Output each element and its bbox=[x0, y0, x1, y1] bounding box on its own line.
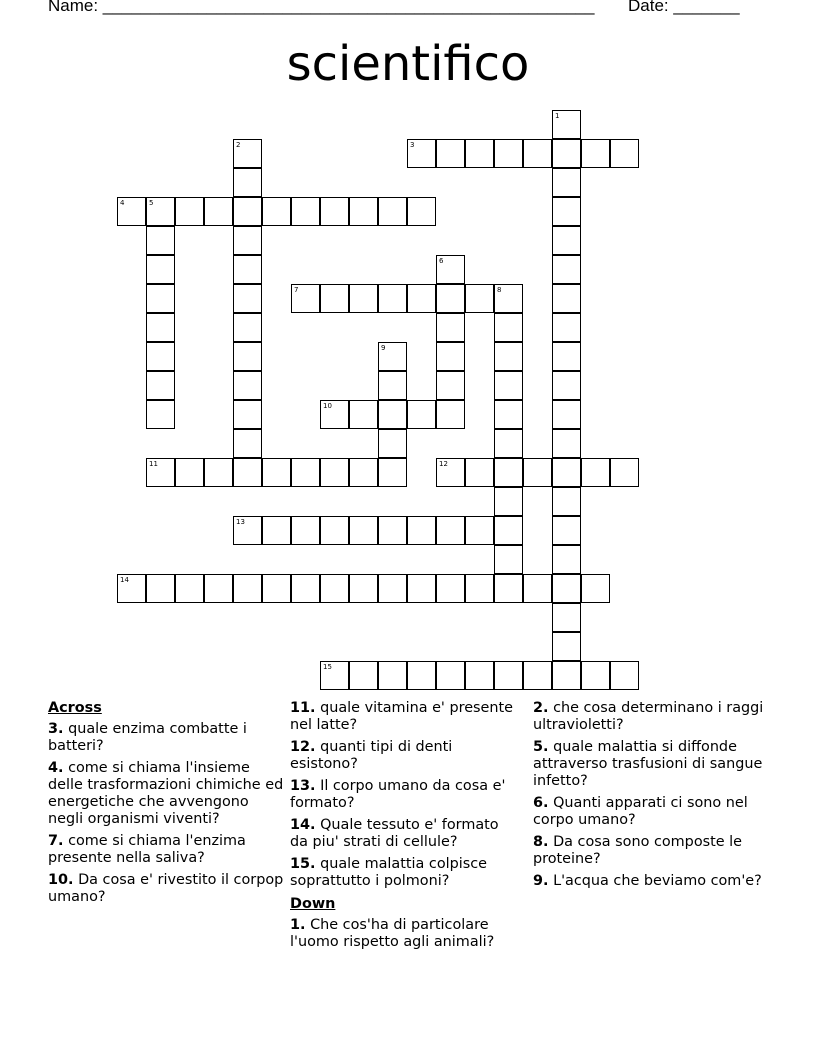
grid-cell[interactable] bbox=[146, 313, 175, 342]
grid-cell[interactable] bbox=[552, 545, 581, 574]
grid-cell[interactable] bbox=[378, 661, 407, 690]
grid-cell[interactable] bbox=[262, 458, 291, 487]
grid-cell[interactable] bbox=[494, 313, 523, 342]
grid-cell[interactable] bbox=[146, 400, 175, 429]
grid-cell[interactable] bbox=[436, 458, 465, 487]
grid-cell[interactable] bbox=[436, 574, 465, 603]
grid-cell[interactable] bbox=[262, 516, 291, 545]
grid-cell[interactable] bbox=[146, 342, 175, 371]
clue-across-4: 4. come si chiama l'insieme delle trasformazioni chimiche ed energetiche che avvengono negli organismi viventi? bbox=[48, 760, 284, 827]
grid-cell[interactable] bbox=[407, 661, 436, 690]
grid-cell[interactable] bbox=[117, 574, 146, 603]
clue-across-13: 13. Il corpo umano da cosa e' formato? bbox=[290, 778, 506, 811]
grid-cell[interactable] bbox=[465, 458, 494, 487]
grid-cell[interactable] bbox=[552, 168, 581, 197]
grid-cell[interactable] bbox=[349, 516, 378, 545]
grid-cell[interactable] bbox=[552, 255, 581, 284]
grid-cell[interactable] bbox=[407, 197, 436, 226]
grid-cell[interactable] bbox=[117, 197, 146, 226]
grid-cell[interactable] bbox=[436, 516, 465, 545]
grid-cell[interactable] bbox=[378, 400, 407, 429]
grid-cell[interactable] bbox=[552, 487, 581, 516]
grid-cell[interactable] bbox=[465, 284, 494, 313]
grid-cell[interactable] bbox=[552, 313, 581, 342]
grid-cell[interactable] bbox=[552, 371, 581, 400]
grid-cell[interactable] bbox=[146, 458, 175, 487]
grid-cell[interactable] bbox=[291, 197, 320, 226]
grid-cell[interactable] bbox=[378, 574, 407, 603]
grid-cell[interactable] bbox=[146, 197, 175, 226]
grid-cell[interactable] bbox=[494, 458, 523, 487]
grid-cell[interactable] bbox=[349, 284, 378, 313]
grid-cell[interactable] bbox=[494, 516, 523, 545]
grid-cell[interactable] bbox=[436, 661, 465, 690]
grid-cell[interactable] bbox=[233, 284, 262, 313]
across-heading: Across bbox=[48, 700, 102, 716]
grid-cell[interactable] bbox=[204, 458, 233, 487]
grid-cell[interactable] bbox=[436, 400, 465, 429]
grid-cell[interactable] bbox=[494, 545, 523, 574]
grid-cell[interactable] bbox=[465, 516, 494, 545]
grid-cell[interactable] bbox=[378, 197, 407, 226]
clue-number: 10 bbox=[323, 402, 332, 410]
grid-cell[interactable] bbox=[204, 574, 233, 603]
grid-cell[interactable] bbox=[378, 516, 407, 545]
grid-cell[interactable] bbox=[581, 661, 610, 690]
clue-across-14: 14. Quale tessuto e' formato da piu' strati di cellule? bbox=[290, 817, 499, 850]
grid-cell[interactable] bbox=[552, 226, 581, 255]
clue-number: 11 bbox=[149, 460, 158, 468]
grid-cell[interactable] bbox=[610, 458, 639, 487]
grid-cell[interactable] bbox=[262, 574, 291, 603]
clue-number: 5 bbox=[149, 199, 154, 207]
clue-number: 6 bbox=[439, 257, 444, 265]
grid-cell[interactable] bbox=[233, 429, 262, 458]
grid-cell[interactable] bbox=[320, 661, 349, 690]
grid-cell[interactable] bbox=[146, 255, 175, 284]
grid-cell[interactable] bbox=[233, 313, 262, 342]
clue-number: 4 bbox=[120, 199, 125, 207]
grid-cell[interactable] bbox=[436, 342, 465, 371]
grid-cell[interactable] bbox=[320, 197, 349, 226]
clue-number: 1 bbox=[555, 112, 560, 120]
grid-cell[interactable] bbox=[378, 371, 407, 400]
grid-cell[interactable] bbox=[523, 139, 552, 168]
grid-cell[interactable] bbox=[552, 603, 581, 632]
grid-cell[interactable] bbox=[407, 400, 436, 429]
grid-cell[interactable] bbox=[523, 458, 552, 487]
grid-cell[interactable] bbox=[494, 371, 523, 400]
grid-cell[interactable] bbox=[407, 574, 436, 603]
grid-cell[interactable] bbox=[146, 574, 175, 603]
clue-across-12: 12. quanti tipi di denti esistono? bbox=[290, 739, 453, 772]
clue-down-6: 6. Quanti apparati ci sono nel corpo umano? bbox=[533, 795, 748, 828]
grid-cell[interactable] bbox=[262, 197, 291, 226]
grid-cell[interactable] bbox=[378, 342, 407, 371]
clues-column-3 bbox=[533, 700, 773, 895]
clue-number: 12 bbox=[439, 460, 448, 468]
grid-cell[interactable] bbox=[610, 139, 639, 168]
clue-across-7: 7. come si chiama l'enzima presente nella saliva? bbox=[48, 833, 246, 866]
clue-down-1: 1. Che cos'ha di particolare l'uomo rispetto agli animali? bbox=[290, 917, 495, 950]
clues-column-1 bbox=[48, 700, 284, 911]
grid-cell[interactable] bbox=[407, 516, 436, 545]
date-field-label[interactable]: Date: _______ bbox=[628, 0, 740, 15]
grid-cell[interactable] bbox=[494, 487, 523, 516]
grid-cell[interactable] bbox=[552, 110, 581, 139]
name-field-label[interactable]: Name: ____________________________________________________ bbox=[48, 0, 595, 15]
grid-cell[interactable] bbox=[146, 371, 175, 400]
grid-cell[interactable] bbox=[291, 458, 320, 487]
grid-cell[interactable] bbox=[581, 458, 610, 487]
grid-cell[interactable] bbox=[494, 284, 523, 313]
grid-cell[interactable] bbox=[581, 139, 610, 168]
clue-number: 13 bbox=[236, 518, 245, 526]
grid-cell[interactable] bbox=[523, 661, 552, 690]
grid-cell[interactable] bbox=[291, 516, 320, 545]
grid-cell[interactable] bbox=[494, 429, 523, 458]
grid-cell[interactable] bbox=[494, 400, 523, 429]
grid-cell[interactable] bbox=[233, 371, 262, 400]
grid-cell[interactable] bbox=[233, 139, 262, 168]
grid-cell[interactable] bbox=[233, 226, 262, 255]
clue-number: 14 bbox=[120, 576, 129, 584]
grid-cell[interactable] bbox=[320, 284, 349, 313]
grid-cell[interactable] bbox=[436, 139, 465, 168]
clue-number: 2 bbox=[236, 141, 241, 149]
clue-down-9: 9. L'acqua che beviamo com'e? bbox=[533, 873, 762, 889]
grid-cell[interactable] bbox=[320, 516, 349, 545]
grid-cell[interactable] bbox=[465, 574, 494, 603]
grid-cell[interactable] bbox=[233, 458, 262, 487]
grid-cell[interactable] bbox=[378, 284, 407, 313]
grid-cell[interactable] bbox=[610, 661, 639, 690]
clue-across-3: 3. quale enzima combatte i batteri? bbox=[48, 721, 247, 754]
clue-across-15: 15. quale malattia colpisce soprattutto i polmoni? bbox=[290, 856, 488, 889]
grid-cell[interactable] bbox=[175, 197, 204, 226]
clue-number: 9 bbox=[381, 344, 386, 352]
grid-cell[interactable] bbox=[465, 139, 494, 168]
grid-cell[interactable] bbox=[320, 400, 349, 429]
grid-cell[interactable] bbox=[320, 574, 349, 603]
grid-cell[interactable] bbox=[349, 197, 378, 226]
grid-cell[interactable] bbox=[378, 429, 407, 458]
grid-cell[interactable] bbox=[494, 661, 523, 690]
grid-cell[interactable] bbox=[552, 574, 581, 603]
grid-cell[interactable] bbox=[552, 284, 581, 313]
grid-cell[interactable] bbox=[465, 661, 494, 690]
grid-cell[interactable] bbox=[233, 168, 262, 197]
grid-cell[interactable] bbox=[552, 429, 581, 458]
grid-cell[interactable] bbox=[436, 313, 465, 342]
grid-cell[interactable] bbox=[552, 661, 581, 690]
grid-cell[interactable] bbox=[233, 516, 262, 545]
clue-down-5: 5. quale malattia si diffonde attraverso trasfusioni di sangue infetto? bbox=[533, 739, 763, 789]
grid-cell[interactable] bbox=[349, 458, 378, 487]
clue-across-10: 10. Da cosa e' rivestito il corpop umano? bbox=[48, 872, 284, 905]
clues-column-2 bbox=[290, 700, 520, 956]
grid-cell[interactable] bbox=[233, 400, 262, 429]
down-heading: Down bbox=[290, 896, 336, 912]
grid-cell[interactable] bbox=[552, 342, 581, 371]
clue-number: 8 bbox=[497, 286, 502, 294]
grid-cell[interactable] bbox=[436, 284, 465, 313]
grid-cell[interactable] bbox=[349, 574, 378, 603]
clue-across-11: 11. quale vitamina e' presente nel latte? bbox=[290, 700, 514, 733]
grid-cell[interactable] bbox=[552, 458, 581, 487]
grid-cell[interactable] bbox=[407, 284, 436, 313]
grid-cell[interactable] bbox=[378, 458, 407, 487]
grid-cell[interactable] bbox=[233, 255, 262, 284]
clue-down-8: 8. Da cosa sono composte le proteine? bbox=[533, 834, 743, 867]
grid-cell[interactable] bbox=[407, 139, 436, 168]
clue-number: 15 bbox=[323, 663, 332, 671]
grid-cell[interactable] bbox=[552, 632, 581, 661]
grid-cell[interactable] bbox=[552, 139, 581, 168]
grid-cell[interactable] bbox=[175, 458, 204, 487]
grid-cell[interactable] bbox=[320, 458, 349, 487]
clue-number: 7 bbox=[294, 286, 299, 294]
grid-cell[interactable] bbox=[349, 661, 378, 690]
grid-cell[interactable] bbox=[146, 226, 175, 255]
grid-cell[interactable] bbox=[552, 197, 581, 226]
grid-cell[interactable] bbox=[291, 284, 320, 313]
grid-cell[interactable] bbox=[291, 574, 320, 603]
grid-cell[interactable] bbox=[581, 574, 610, 603]
grid-cell[interactable] bbox=[494, 574, 523, 603]
clue-number: 3 bbox=[410, 141, 415, 149]
grid-cell[interactable] bbox=[494, 342, 523, 371]
grid-cell[interactable] bbox=[175, 574, 204, 603]
grid-cell[interactable] bbox=[523, 574, 552, 603]
grid-cell[interactable] bbox=[233, 342, 262, 371]
grid-cell[interactable] bbox=[233, 574, 262, 603]
grid-cell[interactable] bbox=[552, 400, 581, 429]
grid-cell[interactable] bbox=[233, 197, 262, 226]
grid-cell[interactable] bbox=[436, 255, 465, 284]
grid-cell[interactable] bbox=[436, 371, 465, 400]
page-title: scientifico bbox=[286, 36, 530, 92]
grid-cell[interactable] bbox=[494, 139, 523, 168]
clue-down-2: 2. che cosa determinano i raggi ultravioletti? bbox=[533, 700, 764, 733]
grid-cell[interactable] bbox=[552, 516, 581, 545]
grid-cell[interactable] bbox=[204, 197, 233, 226]
grid-cell[interactable] bbox=[349, 400, 378, 429]
grid-cell[interactable] bbox=[146, 284, 175, 313]
